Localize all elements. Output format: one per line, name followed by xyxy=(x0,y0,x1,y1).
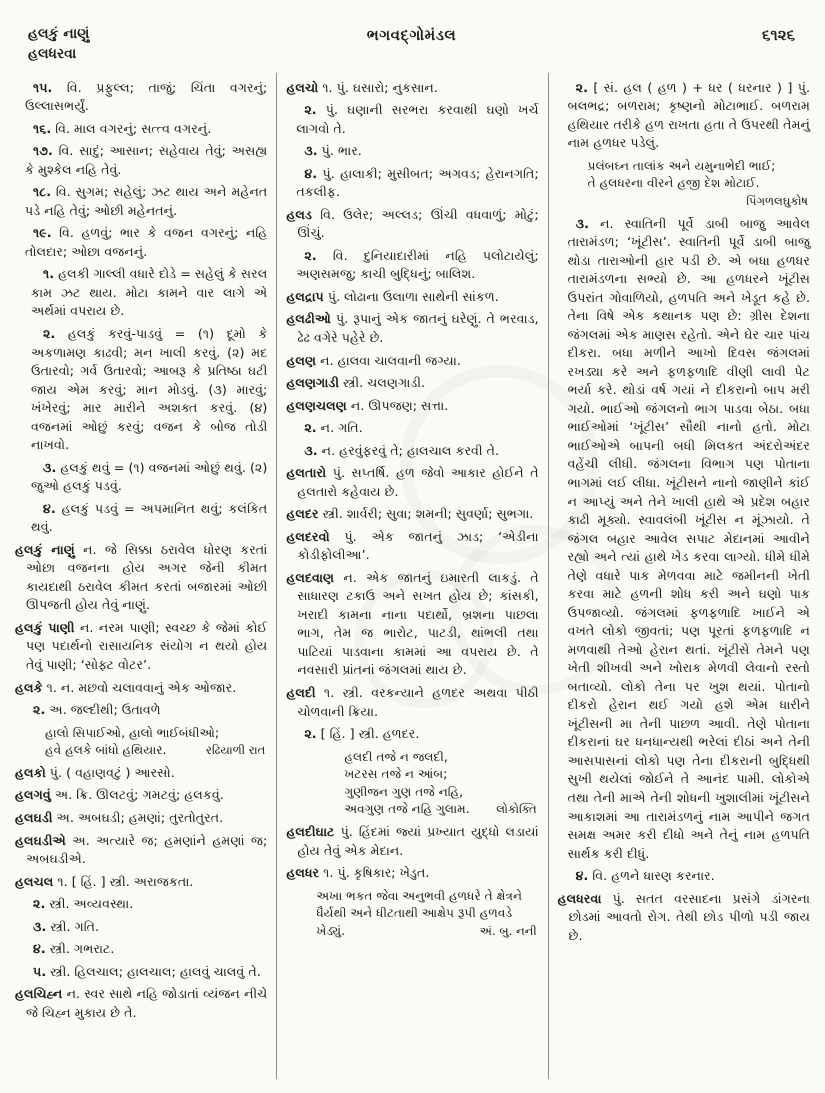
sense-number: ૧. xyxy=(43,266,55,282)
sense-number: ૨. xyxy=(304,247,317,263)
sense-number: ૨. xyxy=(304,420,317,436)
guide-word-bottom: હલધરવા xyxy=(28,46,77,63)
verse-line: હવે હલકે બાંધો હથિયાર. xyxy=(45,743,167,758)
dictionary-entry: હલકો પું. ( વહાણવટું ) આરસો. xyxy=(15,764,175,780)
sense-item: ૨. સ્ત્રી. અવ્યવસ્થા. xyxy=(33,896,134,912)
dictionary-entry: હલડ વિ. ઉલેર; અલ્લડ; ઊંચી વધવાળું; મોટું; ઊંચું. xyxy=(286,206,539,241)
headword: હલધર xyxy=(286,865,320,881)
sense-number: ૩. xyxy=(304,143,318,159)
sense-number: ૧૯. xyxy=(33,225,52,241)
headword: હલદરવો xyxy=(286,528,330,544)
sense-number: ૫. xyxy=(33,963,47,979)
citation-source: રઢિયાળી રાત xyxy=(206,743,266,758)
book-title: ભગવદ્ગોમંડલ xyxy=(366,26,457,44)
headword: હલઢીઓ xyxy=(286,311,332,327)
sense-number: ૧૫. xyxy=(33,79,53,95)
dictionary-entry: હલચિહ્ન ન. સ્વર સાથે નહિ જોડાતાં વ્યંજન નીચે જે ચિહ્ન મુકાય છે તે. xyxy=(15,986,268,1020)
page-number: ૬૧૨૬ xyxy=(762,26,795,44)
headword: હલકો xyxy=(15,764,46,780)
dictionary-entry: હલદી ૧. સ્ત્રી. વરકન્યાને હળદર અથવા પીઠી ચોળવાની ક્રિયા. xyxy=(286,685,539,719)
dictionary-entry: હલકે ૧. ન. મછવો ચલાવવાનું એક ઓજાર. xyxy=(15,679,237,695)
dictionary-entry: હલઢીઓ પું. રૂપાનું એક જાતનું ઘરેણું. તે ભરવાડ, ઢેઢ વગેરે પહેરે છે. xyxy=(286,311,539,345)
verse-line: અવગુણ તજે નહિ ગુલામ. xyxy=(344,802,470,817)
verse-block xyxy=(588,158,808,210)
sense-number: ૪. xyxy=(43,500,56,516)
verse-block xyxy=(45,725,265,759)
headword: હલણચલણ xyxy=(286,397,347,413)
sense-item: ૧૮. વિ. સુગમ; સહેલું; ઝટ થાય અને મહેનત પડે નહિ તેવું; ઓછી મહેનતનું. xyxy=(25,184,268,218)
dictionary-entry: હલણચલણ ન. ઊપજણ; સત્તા. xyxy=(286,397,449,413)
dictionary-entry: હલગવું અ. ક્રિ. ઊલટવું; ગમટવું; હલકવું. xyxy=(15,787,224,803)
headword: હલણ xyxy=(286,352,317,368)
citation-source: પિંગળલઘુકોષ xyxy=(746,193,808,208)
sense-item: ૧૭. વિ. સાદું; આસાન; સહેવાય તેવું; અસહ્ય કે મુશ્કેલ નહિ તેવું. xyxy=(25,143,268,177)
dictionary-entry: હલઘડી અ. અબઘડી; હમણાં; તુરતોતુરત. xyxy=(15,809,224,825)
headword: હલડ xyxy=(286,206,312,222)
dictionary-entry: હલધરવા પું. સતત વરસાદના પ્રસંગે ડાંગરના છોડમાં આવતો રોગ. તેથી છોડ પીળો પડી જાય છે. xyxy=(557,890,810,943)
headword: હલદીઘાટ xyxy=(286,824,335,840)
sense-item: ૨. ન. ગતિ. xyxy=(304,420,363,436)
sense-item: ૩. સ્ત્રી. ગતિ. xyxy=(33,918,100,934)
sense-item: ૧૫. વિ. પ્રફુલ્લ; તાજું; ચિંતા વગરનું; ઉલ્લાસભર્યું. xyxy=(25,79,268,114)
citation-source: લોકોક્તિ xyxy=(496,802,537,817)
sense-item: ૨. પું. ઘણાની સરભરા કરવાથી ઘણો ખર્ચ લાગવો તે. xyxy=(296,102,539,136)
column-3 xyxy=(549,73,819,1079)
sense-item: ૪. પું. હાલાકી; મુસીબત; અગવડ; હેરાનગતિ; તકલીફ. xyxy=(296,165,539,200)
headword: હલણગાડી xyxy=(286,375,339,391)
dictionary-entry: હલચલ ૧. [ હિં. ] સ્ત્રી. અરાજકતા. xyxy=(15,873,194,889)
sense-number: ૨. xyxy=(33,896,46,912)
columns-container xyxy=(6,73,819,1079)
sense-item: ૩. હલકું થવું = (૧) વજનમાં ઓછું થવું. (૨) જુઓ હલકું પડવું. xyxy=(31,459,268,494)
dictionary-entry: હલધર ૧. પું. કૃષિકાર; ખેડુત. xyxy=(286,865,430,881)
sense-item: ૨. અ. જલ્દીથી; ઉતાવળે xyxy=(33,702,161,718)
sense-number: ૪. xyxy=(33,941,46,957)
headword: હલકે xyxy=(15,679,43,695)
sense-item: ૩. ન. સ્વાતિની પૂર્વે ડાબી બાજુ આવેલ તારામંડળ; ‘ખૂંટીસ’. સ્વાતિની પૂર્વે ડાબી બાજુ થોડા તારાઓની હાર પડી છે. એ બધા હળધર તારામંડળના સભ્યો છે. આ હળધરને ખૂંટીસ ઉપરાંત ગોવાળિયો, હળપતિ અને ખેડૂત કહે છે. તેના વિષે એક કથાનક પણ છે: ગ્રીસ દેશના જંગલમાં એક માણસ રહેતો. એને ઘેર ચાર પાંચ દીકરા. બધા મળીને આખો દિવસ જંગલમાં રખડ્યા કરે અને ફળફળાદિ વીણી લાવી પેટ ભર્યા કરે. થોડાં વર્ષ ગયાં ને દીકરાનો બાપ મરી ગયો. ભાઈઓ જંગલનો ભાગ પાડવા બેઠા. બધા ભાઈઓમાં ‘ખૂંટીસ’ સૌથી નાનો હતો. મોટા ભાઈઓએ બાપની બધી મિલકત અંદરોઅંદર વહેંચી લીધી. જંગલના વિભાગ પણ પોતાના ભાગમાં લઈ લીધા. ખૂંટીસને નાનો જાણીને કાંઈ ન આપ્યું અને તેને ખાલી હાથે એ પ્રદેશ બહાર કાઢી મૂક્યો. સ્વાવલંબી ખૂંટીસ ન મૂંઝાયો. તે જંગલ બહાર આવેલ સપાટ મેદાનમાં આવીને રહ્યો અને ત્યાં હાથે ખેડ કરવા લાગ્યો. ધીમે ધીમે તેણે વધારે પાક મેળવવા માટે જમીનની ખેતી કરવા માટે હળની શોધ કરી અને ઘણો પાક ઉપજાવ્યો. જંગલમાં ફળફળાદિ ખાઈને એ વખતે લોકો જીવતાં; પણ પૂરતાં ફળફળાદિ ન મળવાથી તેઓ હેરાન થતાં. ખૂંટીસે તેમને પણ ખેતી શીખવી અને ખોરાક મેળવી લેવાનો રસ્તો બતાવ્યો. લોકો તેના પર ખુશ થયાં. પોતાનો દીકરો હેરાન થઈ ગયો હશે એમ ધારીને ખૂંટીસની મા તેની પાછળ આવી. તેણે પોતાના દીકરાનાં ઘર ધનધાન્યથી ભરેલાં દીઠાં અને તેની આસપાસનાં લોકો પણ તેના દીકરાની બુદ્ધિથી સુખી થયેલાં જોઈને તે આનંદ પામી. લોકોએ તથા તેની માએ તેની શોધની ખુશાલીમાં ખૂંટીસને આકાશમાં આ તારામંડળનું નામ આપીને જગત સમક્ષ અમર કરી દીધો અને તેનું નામ હળપતિ સાર્થક કરી દીધું. xyxy=(567,215,810,861)
headword: હલઘડી xyxy=(15,809,53,825)
sense-number: ૪. xyxy=(304,165,318,181)
headword: હલગવું xyxy=(15,787,51,803)
sense-item: ૧. હલકી ગાલ્લી વધારે દોડે = સહેલું કે સરલ કામ ઝટ થાય. મોટા કામને વાર લાગે એ અર્થમાં વપરાય છે. xyxy=(31,266,268,319)
headword: હલઘડીએ xyxy=(15,832,66,848)
verse-line: ગુણીજન ગુણ તજે નહિ, xyxy=(344,784,464,799)
sense-number: ૧૭. xyxy=(33,143,53,159)
verse-block xyxy=(344,749,536,818)
sense-number: ૪. xyxy=(575,868,589,884)
sense-number: ૨. xyxy=(304,102,317,118)
sense-number: ૩. xyxy=(304,442,318,458)
dictionary-entry: હલચો ૧. પું. ઘસારો; નુકસાન. xyxy=(286,79,438,95)
dictionary-entry: હલકું નાણું ન. જે સિક્કા ઠરાવેલ ધોરણ કરતાં ઓછા વજનના હોય અગર જેની કીમત કાયદાથી ઠરાવેલ કીમત કરતાં બજારમાં ઓછી ઊપજતી હોય તેવું નાણું. xyxy=(15,541,268,613)
headword: હલચો xyxy=(286,79,319,95)
headword: હલચલ xyxy=(15,873,54,889)
dictionary-entry: હલદીઘાટ પું. હિંદમાં જ્યાં પ્રખ્યાત યુદ્ધો લડાયાં હોય તેવું એક મેદાન. xyxy=(286,824,539,858)
sense-number: ૩. xyxy=(575,215,589,231)
dictionary-entry: હલકું પાણી ન. નરમ પાણી; સ્વચ્છ કે જેમાં કોઈ પણ પદાર્થનો રાસાયનિક સંયોગ ન થયો હોય તેવું પાણી; ‘સોફ્ટ વોટર’. xyxy=(15,619,268,672)
sense-item: ૨. વિ. દુનિયાદારીમાં નહિ પલોટાયેલું; અણસમજુ; કાચી બુદ્ધિનું; બાલિશ. xyxy=(296,247,539,282)
verse-line: અખા ભકત જેવા અનુભવી હળધરે તે ક્ષેત્રને ધૈર્યથી અને ધીટતાથી આક્ષેપ રૂપી હળવડે ખેડ્યું. xyxy=(316,888,523,938)
headword: હલદવાણ xyxy=(286,569,335,585)
sense-item: ૪. સ્ત્રી. ગભરાટ. xyxy=(33,941,115,957)
verse-line: તે હલધરના વીરને હજી દેશ મોટાઈ. xyxy=(587,176,760,191)
column-1 xyxy=(6,73,276,1079)
sense-number: ૨. xyxy=(33,702,46,718)
sense-item: ૪. હલકું પડવું = અપમાનિત થવું; કલંકિત થવું. xyxy=(31,500,268,535)
sense-number: ૩. xyxy=(33,918,47,934)
headword: હલદી xyxy=(286,685,316,700)
headword: હલકું પાણી xyxy=(15,619,75,635)
dictionary-entry: હલણગાડી સ્ત્રી. ચલણગાડી. xyxy=(286,375,426,391)
headword: હલચિહ્ન xyxy=(15,986,63,1002)
sense-item: ૨. હલકું કરવું-પાડવું = (૧) દૂમો કે અકળામણ કાઢવી; મન ખાલી કરવું. (૨) મદ ઉતારવો; ગર્વ ઉતારવો; આબરૂ કે પ્રતિષ્ઠા ઘટી જાય એમ કરવું; માન મોડવું. (૩) મારવું; ખંખેરવું; માર મારીને અશક્ત કરવું. (૪) વજનમાં ઓછું કરવું; વજન કે બોજ તોડી નાખવો. xyxy=(31,325,268,453)
dictionary-entry: હલદવાણ ન. એક જાતનું ઇમારતી લાકડું. તે સાધારણ ટકાઉ અને સખત હોય છે; કાંસકી, ખરાદી કામના નાના પદાર્થો, બ્રશના પાછલા ભાગ, તેમ જ ભારોટ, પાટડી, થાંભલી તથા પાટિયાં પાડવાના કામમાં આ વપરાય છે. તે નવસારી પ્રાંતનાં જંગલમાં થાય છે. xyxy=(286,569,539,678)
sense-item: ૪. વિ. હળને ધારણ કરનાર. xyxy=(575,868,715,884)
sense-number: ૧૮. xyxy=(33,184,52,200)
column-2 xyxy=(276,73,548,1079)
sense-number: ૧૬. xyxy=(33,120,52,136)
verse-line: પ્રલંબઘ્ન તાલાંક અને યમુનાભેદી ભાઈ; xyxy=(587,158,776,173)
dictionary-entry: હલતારો પું. સપ્તર્ષિ. હળ જેવો આકાર હોઈને તે હલતારો કહેવાય છે. xyxy=(286,465,539,499)
citation-source: અં. બુ. નની xyxy=(479,923,537,938)
sense-number: ૨. xyxy=(575,79,588,95)
verse-line: હાલો સિપાઈઓ, હાલો ભાઈબંધીઓ; xyxy=(45,725,220,740)
sense-item: ૧૯. વિ. હળવું; ભાર કે વજન વગરનું; નહિ તોલદાર; ઓછા વજનનું. xyxy=(25,225,268,259)
guide-word-top: હલકું નાણું xyxy=(28,26,90,42)
headword: હલકું નાણું xyxy=(15,541,75,557)
sense-number: ૨. xyxy=(43,325,56,341)
headword: હલદર xyxy=(286,506,319,522)
verse-block xyxy=(316,888,536,940)
sense-item: ૨. [ હિં. ] સ્ત્રી. હળદર. xyxy=(304,726,420,742)
headword: હલતારો xyxy=(286,465,327,481)
verse-line: ખટરસ તજે ન આંબ; xyxy=(344,767,448,782)
dictionary-entry: હલઘડીએ અ. અત્યારે જ; હમણાંને હમણાં જ; અબઘડીએ. xyxy=(15,832,268,867)
guide-words xyxy=(28,24,240,65)
verse-line: હલદી તજે ન જલદી, xyxy=(344,749,448,764)
dictionary-entry: હલદર સ્ત્રી. શાર્વરી; સુવા; શમની; સુવર્ણા; સુભગા. xyxy=(286,506,534,522)
sense-number: ૩. xyxy=(43,459,57,475)
sense-number: ૨. xyxy=(304,726,317,742)
sense-item: ૫. સ્ત્રી. હિલચાલ; હાલચાલ; હાલવું ચાલવું તે. xyxy=(33,963,261,979)
sense-item: ૨. [ સં. હલ ( હળ ) + ધર ( ધરનાર ) ] પું. બલભદ્ર; બળરામ; કૃષ્ણનો મોટાભાઈ. બળરામ હથિયાર તરીકે હળ રાખતા હતા તે ઉપરથી તેમનું નામ હળધર પડેલું. xyxy=(567,79,810,151)
headword: હલદ્રાપ xyxy=(286,288,324,304)
headword: હલધરવા xyxy=(557,890,602,906)
sense-item: ૩. ન. હરવુંફરવું તે; હાલચાલ કરવી તે. xyxy=(304,442,500,458)
dictionary-entry: હલણ ન. હાલવા ચાલવાની જગ્યા. xyxy=(286,352,461,368)
sense-item: ૧૬. વિ. માલ વગરનું; સત્ત્વ વગરનું. xyxy=(33,120,212,136)
sense-item: ૩. પું. ભાર. xyxy=(304,143,362,159)
dictionary-entry: હલદ્રાપ પું. લોઢાના ઉલાળા સાથેની સાંકળ. xyxy=(286,288,499,304)
page-header xyxy=(0,0,825,69)
dictionary-entry: હલદરવો પું. એક જાતનું ઝાડ; ‘એડીના કોડીફોલીઆ’. xyxy=(286,528,539,563)
